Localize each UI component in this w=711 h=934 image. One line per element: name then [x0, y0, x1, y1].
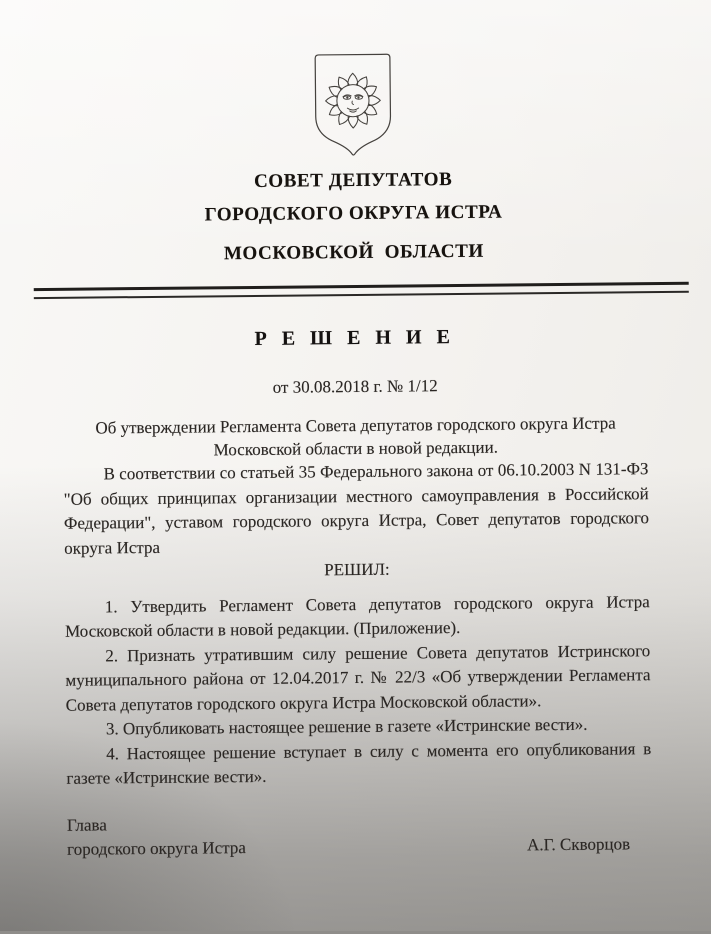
preamble-paragraph: В соответствии со статьей 35 Федерального закона от 06.10.2003 N 131-ФЗ "Об общих принципах организации местного самоуправления в Российской Федерации", уставом городского округа Истра, Совет депутатов городского округа Истра [63, 459, 650, 558]
document-type-title: Р Е Ш Е Н И Е [254, 326, 455, 350]
resolution-item-4: 4. Настоящее решение вступает в силу с момента его опубликования в газете «Истринские вести». [66, 738, 652, 788]
resolved-label: РЕШИЛ: [324, 559, 390, 580]
resolution-item-3: 3. Опубликовать настоящее решение в газете «Истринские вести». [105, 714, 588, 739]
signer-name: А.Г. Скворцов [526, 833, 631, 854]
header-divider-rule [34, 282, 689, 299]
istra-coat-of-arms-icon [308, 52, 397, 159]
org-name-line3: МОСКОВСКОЙ ОБЛАСТИ [223, 240, 484, 265]
org-name-line1: СОВЕТ ДЕПУТАТОВ [253, 169, 453, 192]
resolution-item-1: 1. Утвердить Регламент Совета депутатов городского округа Истра Московской области в новой редакции. (Приложение). [64, 591, 650, 641]
sun-face [342, 95, 362, 113]
signer-title [67, 812, 246, 862]
sun-rays [325, 73, 380, 128]
resolution-items [65, 590, 652, 792]
signer-title-line2: городского округа Истра [67, 837, 246, 859]
org-name-line2: ГОРОДСКОГО ОКРУГА ИСТРА [204, 201, 503, 226]
sun-with-face [325, 73, 380, 128]
signature-block [67, 808, 630, 861]
date-and-number-line: от 30.08.2018 г. № 1/12 [272, 376, 438, 397]
subject-title: Об утверждении Регламента Совета депутатов городского округа Истра Московской области в новой редакции. [95, 413, 616, 460]
body-text-column [63, 457, 651, 791]
signer-title-line1: Глава [66, 814, 107, 835]
resolution-item-2: 2. Признать утратившим силу решение Совета депутатов Истринского муниципального района от 12.04.2017 г. № 22/3 «Об утверждении Регламента Совета депутатов городского округа Истра Московской области». [65, 640, 651, 715]
